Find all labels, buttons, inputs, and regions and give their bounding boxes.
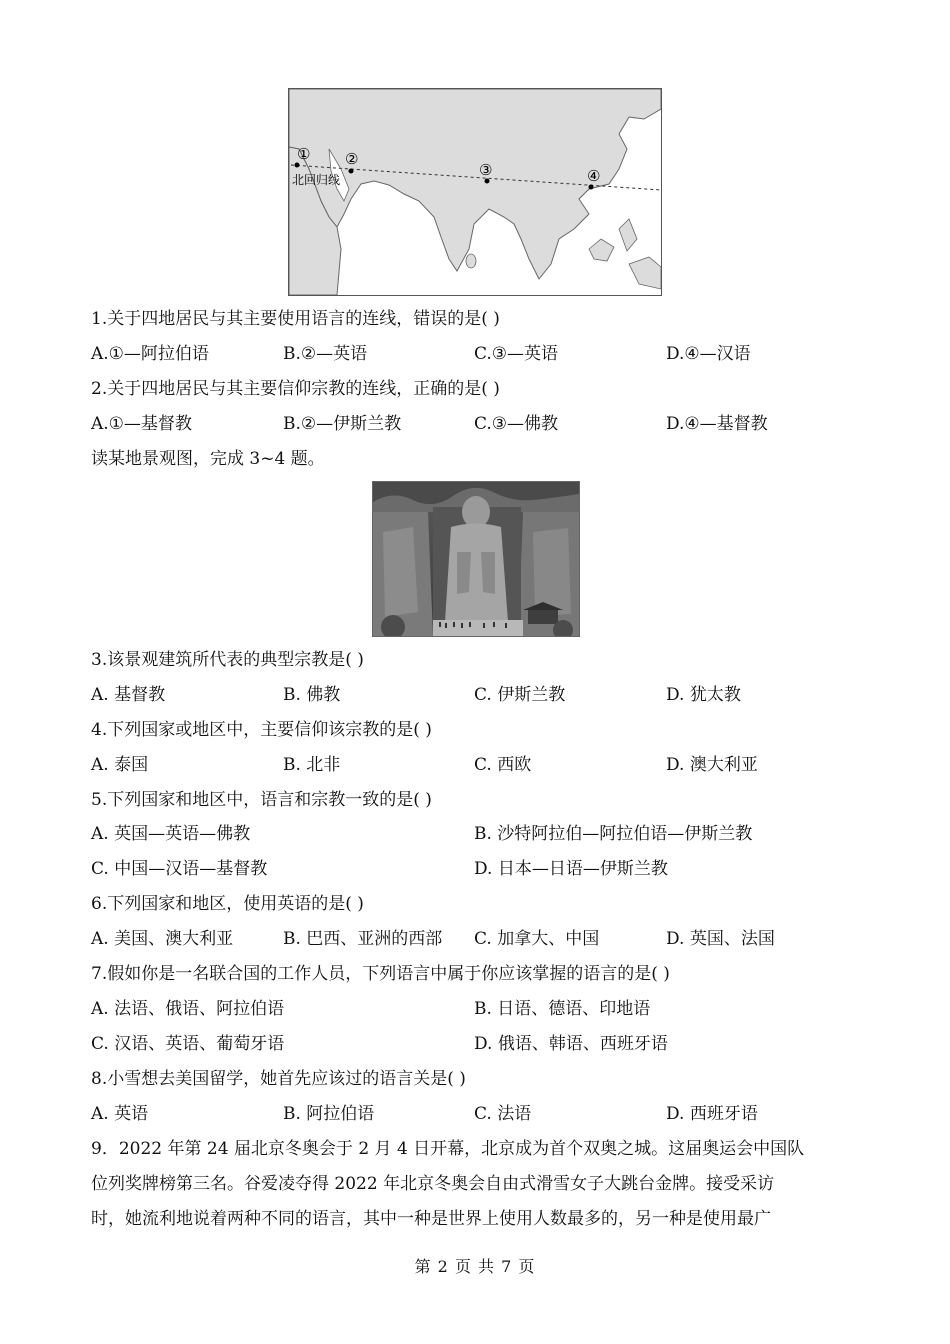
q3-option-d: D. 犹太教 [666, 685, 741, 705]
q4-option-b: B. 北非 [283, 755, 341, 775]
q1-option-d: D.④—汉语 [666, 344, 751, 364]
q7-option-b: B. 日语、德语、印地语 [474, 999, 651, 1019]
tropic-label: 北回归线 [292, 173, 341, 187]
map-figure [288, 88, 662, 296]
marker-1: ① [297, 145, 311, 163]
q1-option-c: C.③—英语 [474, 344, 559, 364]
q5-option-a: A. 英国—英语—佛教 [91, 824, 251, 844]
marker-3: ③ [479, 161, 493, 179]
q1-option-b: B.②—英语 [283, 344, 368, 364]
q6-option-a: A. 美国、澳大利亚 [91, 929, 234, 949]
q3-option-a: A. 基督教 [91, 685, 166, 705]
question-6-stem: 6.下列国家和地区，使用英语的是( ) [91, 894, 364, 914]
buddha-statue-image [373, 482, 579, 636]
asia-map [289, 89, 661, 295]
q7-option-c: C. 汉语、英语、葡萄牙语 [91, 1034, 285, 1054]
q3-option-b: B. 佛教 [283, 685, 341, 705]
q8-option-d: D. 西班牙语 [666, 1104, 758, 1124]
q6-option-c: C. 加拿大、中国 [474, 929, 600, 949]
question-9-line-3: 时，她流利地说着两种不同的语言，其中一种是世界上使用人数最多的，另一种是使用最广 [91, 1209, 771, 1229]
q2-option-c: C.③—佛教 [474, 414, 559, 434]
q2-option-d: D.④—基督教 [666, 414, 768, 434]
q6-option-b: B. 巴西、亚洲的西部 [283, 929, 443, 949]
question-1-stem: 1.关于四地居民与其主要使用语言的连线，错误的是( ) [91, 309, 500, 329]
question-9-line-2: 位列奖牌榜第三名。谷爱凌夺得 2022 年北京冬奥会自由式滑雪女子大跳台金牌。接受采访 [91, 1174, 775, 1194]
q4-option-a: A. 泰国 [91, 755, 149, 775]
q8-option-c: C. 法语 [474, 1104, 532, 1124]
page-footer: 第 2 页 共 7 页 [414, 1257, 536, 1276]
q6-option-d: D. 英国、法国 [666, 929, 775, 949]
q5-option-b: B. 沙特阿拉伯—阿拉伯语—伊斯兰教 [474, 824, 753, 844]
question-3-stem: 3.该景观建筑所代表的典型宗教是( ) [91, 650, 364, 670]
question-9-line-1: 9．2022 年第 24 届北京冬奥会于 2 月 4 日开幕，北京成为首个双奥之城。这届奥运会中国队 [91, 1139, 805, 1159]
q5-option-d: D. 日本—日语—伊斯兰教 [474, 859, 668, 879]
question-7-stem: 7.假如你是一名联合国的工作人员，下列语言中属于你应该掌握的语言的是( ) [91, 964, 670, 984]
question-2-stem: 2.关于四地居民与其主要信仰宗教的连线，正确的是( ) [91, 379, 500, 399]
q4-option-d: D. 澳大利亚 [666, 755, 758, 775]
q3-option-c: C. 伊斯兰教 [474, 685, 566, 705]
marker-4: ④ [587, 167, 601, 185]
q2-option-b: B.②—伊斯兰教 [283, 414, 402, 434]
question-4-stem: 4.下列国家或地区中，主要信仰该宗教的是( ) [91, 720, 432, 740]
q1-option-a: A.①—阿拉伯语 [91, 344, 209, 364]
q8-option-b: B. 阿拉伯语 [283, 1104, 375, 1124]
q5-option-c: C. 中国—汉语—基督教 [91, 859, 268, 879]
question-5-stem: 5.下列国家和地区中，语言和宗教一致的是( ) [91, 790, 432, 810]
landscape-photo [372, 481, 580, 637]
q2-option-a: A.①—基督教 [91, 414, 192, 434]
q8-option-a: A. 英语 [91, 1104, 149, 1124]
q7-option-a: A. 法语、俄语、阿拉伯语 [91, 999, 285, 1019]
intro-3-4: 读某地景观图，完成 3~4 题。 [91, 449, 325, 469]
question-8-stem: 8.小雪想去美国留学，她首先应该过的语言关是( ) [91, 1069, 466, 1089]
q4-option-c: C. 西欧 [474, 755, 532, 775]
q7-option-d: D. 俄语、韩语、西班牙语 [474, 1034, 668, 1054]
marker-2: ② [345, 150, 359, 168]
